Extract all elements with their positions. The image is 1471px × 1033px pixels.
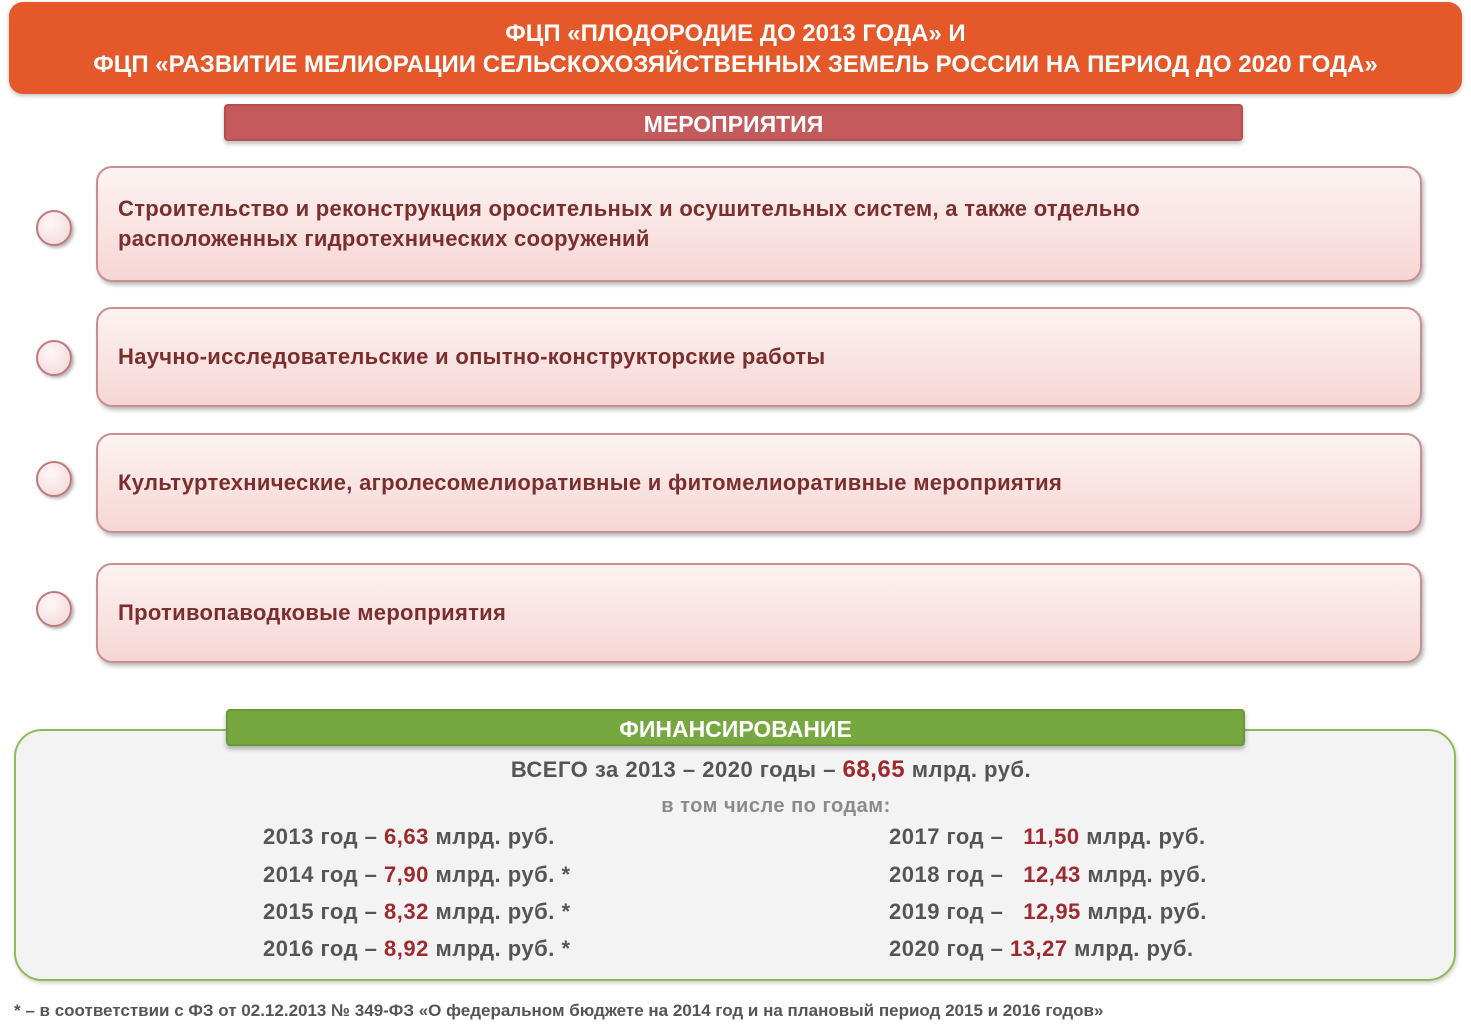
event-item-label: Противопаводковые мероприятия (118, 600, 507, 625)
year-value: 6,63 (384, 824, 429, 849)
year-row-2017 (889, 822, 1206, 852)
year-row-2018 (889, 860, 1207, 890)
year-row-2014 (263, 860, 571, 890)
year-label: 2016 год – (263, 936, 384, 961)
year-unit: млрд. руб. (1080, 862, 1207, 887)
year-label: 2013 год – (263, 824, 384, 849)
event-item-label: Строительство и реконструкция оросительных и осушительных систем, а также отдельно (118, 196, 1140, 221)
year-value: 13,27 (1010, 936, 1068, 961)
year-label: 2018 год – (889, 862, 1024, 887)
year-unit: млрд. руб. * (428, 862, 571, 887)
event-item-construction (96, 166, 1422, 282)
year-unit: млрд. руб. * (428, 899, 571, 924)
year-unit: млрд. руб. (1067, 936, 1194, 961)
year-row-2019 (889, 897, 1207, 927)
bullet-icon (36, 210, 72, 246)
year-row-2013 (263, 822, 555, 852)
year-value: 8,92 (384, 936, 429, 961)
header-line-1: ФЦП «ПЛОДОРОДИЕ ДО 2013 ГОДА» И (505, 20, 966, 47)
bullet-icon (36, 591, 72, 627)
footnote: * – в соответствии с ФЗ от 02.12.2013 № 349-ФЗ «О федеральном бюджете на 2014 год и на плановый период 2015 и 2016 годов» (14, 1001, 1104, 1020)
header-banner (9, 2, 1462, 94)
year-value: 12,95 (1023, 899, 1081, 924)
event-item-research (96, 307, 1422, 407)
year-row-2020 (889, 934, 1194, 964)
event-item-label: Научно-исследовательские и опытно-конструкторские работы (118, 344, 826, 369)
total-value: 68,65 (842, 756, 906, 783)
total-prefix: ВСЕГО за 2013 – 2020 годы – (510, 757, 843, 782)
year-value: 8,32 (384, 899, 429, 924)
year-unit: млрд. руб. (1080, 899, 1207, 924)
bullet-icon (36, 461, 72, 497)
financing-title-bar: ФИНАНСИРОВАНИЕ (226, 709, 1245, 746)
year-label: 2017 год – (889, 824, 1024, 849)
year-unit: млрд. руб. * (428, 936, 571, 961)
bullet-icon (36, 340, 72, 376)
by-years-label: в том числе по годам: (661, 795, 891, 817)
event-item-cultural-technical (96, 433, 1422, 533)
financing-total (0, 755, 1471, 785)
year-value: 12,43 (1023, 862, 1081, 887)
events-title-bar: МЕРОПРИЯТИЯ (224, 104, 1243, 141)
year-row-2016 (263, 934, 571, 964)
year-value: 7,90 (384, 862, 429, 887)
year-value: 11,50 (1023, 824, 1080, 849)
event-item-flood-control (96, 563, 1422, 663)
event-item-label: Культуртехнические, агролесомелиоративные и фитомелиоративные мероприятия (118, 470, 1063, 495)
total-suffix: млрд. руб. (905, 757, 1032, 782)
year-label: 2019 год – (889, 899, 1024, 924)
year-label: 2014 год – (263, 862, 384, 887)
event-item-label: расположенных гидротехнических сооружений (118, 226, 650, 251)
year-label: 2015 год – (263, 899, 384, 924)
year-unit: млрд. руб. (428, 824, 555, 849)
header-line-2: ФЦП «РАЗВИТИЕ МЕЛИОРАЦИИ СЕЛЬСКОХОЗЯЙСТВЕННЫХ ЗЕМЕЛЬ РОССИИ НА ПЕРИОД ДО 2020 ГОДА» (93, 51, 1378, 78)
year-unit: млрд. руб. (1079, 824, 1206, 849)
year-row-2015 (263, 897, 571, 927)
year-label: 2020 год – (889, 936, 1010, 961)
